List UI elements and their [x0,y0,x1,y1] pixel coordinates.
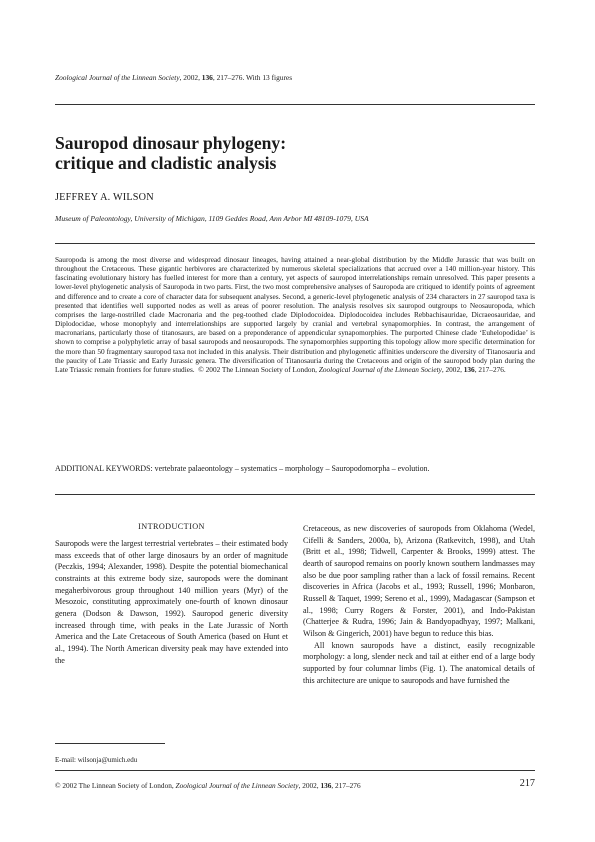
footer-volume: 136 [320,781,332,790]
footer-journal: Zoological Journal of the Linnean Society [175,781,299,790]
author: JEFFREY A. WILSON [55,192,154,203]
left-column [55,538,288,666]
keywords-label: ADDITIONAL KEYWORDS: [55,464,153,473]
intro-paragraph-1: Sauropods were the largest terrestrial vertebrates – their estimated body mass exceeds that of other large dinosaurs by an order of magnitude (Peczkis, 1994; Alexander, 1998). Despite the potential biomechanical constraints at this extreme body size, sauropods were the dominant megaherbivorous group throughout 140 million years (Myr) of the Mesozoic, constituting approximately one-fourth of known dinosaur genera (Dodson & Dawson, 1992). Sauropod generic diversity increased through time, with peaks in the Late Jurassic of North America and the Late Cretaceous of South America (based on Hunt et al., 1994). The North American diversity peak may have extended into the [55,539,288,665]
abstract-top-rule [55,243,535,244]
intro-paragraph-3: All known sauropods have a distinct, easily recognizable morphology: a long, slender neck and tail at either end of a large body supported by four columnar limbs (Fig. 1). The anatomical details of this architecture are unique to sauropods and have furnished the [303,640,535,685]
header-pages: , 217–276. With 13 figures [212,73,293,82]
footer-pages: , 217–276 [331,781,361,790]
affiliation: Museum of Paleontology, University of Michigan, 1109 Geddes Road, Ann Arbor MI 48109-1079, USA [55,214,369,223]
header-volume: 136 [201,73,213,82]
keywords [55,464,535,475]
title-line-2: critique and cladistic analysis [55,152,277,173]
email-footnote: E-mail: wilsonja@umich.edu [55,756,138,764]
footer-year: , 2002, [298,781,321,790]
header-rule [55,104,535,105]
abstract [55,255,535,374]
abstract-copyright-volume: 136 [463,364,475,374]
abstract-body: Sauropoda is among the most diverse and widespread dinosaur lineages, having attained a near-global distribution by the Middle Jurassic that was built on throughout the Cretaceous. These gigantic herbivores are characterized by numerous skeletal specializations that accrued over a 140 million-year history. This fascinating evolutionary history has fuelled interest for more than a century, yet aspects of sauropod interrelationships remain unresolved. This paper presents a lower-level phylogenetic analysis of Sauropoda in two parts. First, the two most comprehensive analyses of Sauropoda are critiqued to identify points of agreement and difference and to create a core of character data for subsequent analyses. Second, a generic-level phylogenetic analysis of 234 characters in 27 sauropod taxa is presented that identifies well supported nodes as well as areas of poorer resolution. The analysis resolves six sauropod outgroups to Neosauropoda, which comprises the large-nostrilled clade Macronaria and the peg-toothed clade Diplodocoidea. Diplodocoidea includes Rebbachisauridae, Dicraeosauridae, and Diplodocidae, whose monophyly and interrelationships are supported largely by cranial and vertebral synapomorphies. In contrast, the arrangement of macronarians, particularly those of titanosaurs, are based on a preponderance of appendicular synapomorphies. The purported Chinese clade ‘Euhelopodidae’ is shown to comprise a polyphyletic array of basal sauropods and neosauropods. The synapomorphies supporting this topology allow more specific determination for the more than 50 fragmentary sauropod taxa not included in this analysis. Their distribution and phylogenetic affinities underscore the diversity of Titanosauria and the paucity of Late Triassic and Early Jurassic genera. The diversification of Titanosauria during the Cretaceous and origin of the sauropod body plan during the Late Triassic remain frontiers for future studies. [55,255,535,374]
title-line-1: Sauropod dinosaur phylogeny: [55,133,287,153]
article-title [55,134,535,173]
footer-rule [55,770,535,771]
footer-copyright [55,781,361,790]
abstract-copyright-year: , 2002, [441,364,462,374]
section-heading: INTRODUCTION [138,522,205,531]
header-journal: Zoological Journal of the Linnean Society [55,73,180,82]
intro-paragraph-2: Cretaceous, as new discoveries of sauropods from Oklahoma (Wedel, Cifelli & Sanders, 2000a, b), Arizona (Ratkevitch, 1998), and Utah (Britt et al., 1998; Tidwell, Carpenter & Brooks, 1999) attest. The dearth of sauropod remains on poorly known southern landmasses may also be due poor sampling rather than a lack of fossil remains. Recent discoveries in Africa (Jacobs et al., 1993; Russell, 1996; Monbaron, Russell & Taquet, 1999; Sereno et al., 1999), Madagascar (Sampson et al., 1998; Curry Rogers & Forster, 2001), and Indo-Pakistan (Chatterjee & Rudra, 1996; Jain & Bandyopadhyay, 1997; Malkani, Wilson & Gingerich, 2001) have begun to reduce this bias. [303,524,535,638]
header-year: , 2002, [179,73,202,82]
footnote-rule [55,743,165,744]
abstract-copyright-journal: Zoological Journal of the Linnean Society [318,364,442,374]
right-column [303,523,535,686]
abstract-copyright: © 2002 The Linnean Society of London, [198,364,317,374]
footer-society: © 2002 The Linnean Society of London, [55,781,174,790]
abstract-copyright-pages: , 217–276. [474,364,506,374]
abstract-bottom-rule [55,494,535,495]
keywords-text: vertebrate palaeontology – systematics – morphology – Sauropodomorpha – evolution. [154,464,430,473]
running-header [55,73,292,82]
page-number: 217 [519,778,535,789]
